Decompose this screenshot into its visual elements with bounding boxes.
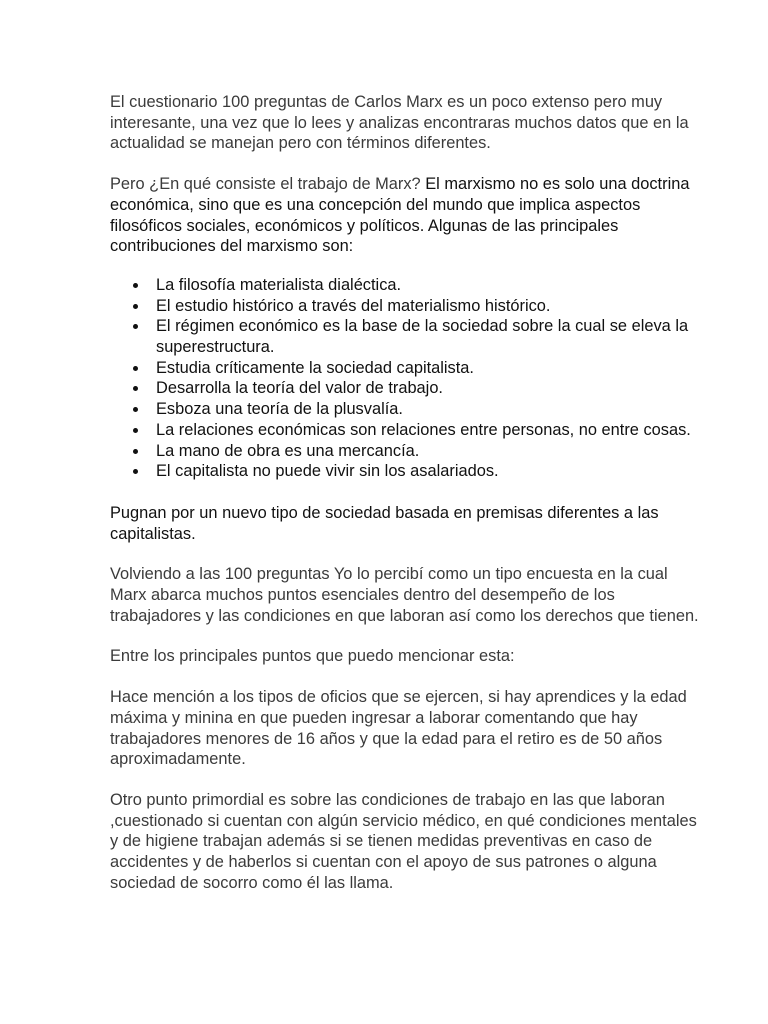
list-item: El régimen económico es la base de la sociedad sobre la cual se eleva la superestructura. (156, 316, 708, 357)
new-society-paragraph: Pugnan por un nuevo tipo de sociedad basada en premisas diferentes a las capitalistas. (110, 503, 659, 543)
contributions-list (110, 275, 708, 482)
list-item: Esboza una teoría de la plusvalía. (156, 399, 708, 420)
marxism-paragraph (110, 174, 708, 257)
marxism-definition: El marxismo no es solo una doctrina económica, sino que es una concepción del mundo que implica aspectos filosóficos sociales, económicos y políticos. Algunas de las principales contribuciones del marxismo son: (110, 175, 690, 256)
marxism-question: Pero ¿En qué consiste el trabajo de Marx? (110, 175, 421, 194)
list-item: La mano de obra es una mercancía. (156, 441, 708, 462)
main-points-paragraph: Entre los principales puntos que puedo mencionar esta: (110, 647, 515, 666)
intro-paragraph: El cuestionario 100 preguntas de Carlos Marx es un poco extenso pero muy interesante, una vez que lo lees y analizas encontraras muchos datos que en la actualidad se manejan pero con términos diferentes. (110, 93, 689, 153)
list-item: Desarrolla la teoría del valor de trabajo. (156, 378, 708, 399)
list-item: El estudio histórico a través del materialismo histórico. (156, 296, 708, 317)
list-item: El capitalista no puede vivir sin los asalariados. (156, 461, 708, 482)
survey-paragraph: Volviendo a las 100 preguntas Yo lo percibí como un tipo encuesta en la cual Marx abarca muchos puntos esenciales dentro del desempeño de los trabajadores y las condiciones en que laboran así como los derechos que tienen. (110, 565, 699, 625)
list-item: La filosofía materialista dialéctica. (156, 275, 708, 296)
list-item: La relaciones económicas son relaciones entre personas, no entre cosas. (156, 420, 708, 441)
working-conditions-paragraph: Otro punto primordial es sobre las condiciones de trabajo en las que laboran ,cuestionado si cuentan con algún servicio médico, en qué condiciones mentales y de higiene trabajan además si se tienen medidas preventivas en caso de accidentes y de haberlos si cuentan con el apoyo de sus patrones o alguna sociedad de socorro como él las llama. (110, 790, 697, 892)
list-item: Estudia críticamente la sociedad capitalista. (156, 358, 708, 379)
trades-paragraph: Hace mención a los tipos de oficios que se ejercen, si hay aprendices y la edad máxima y minina en que pueden ingresar a laborar comentando que hay trabajadores menores de 16 años y que la edad para el retiro es de 50 años aproximadamente. (110, 688, 687, 769)
